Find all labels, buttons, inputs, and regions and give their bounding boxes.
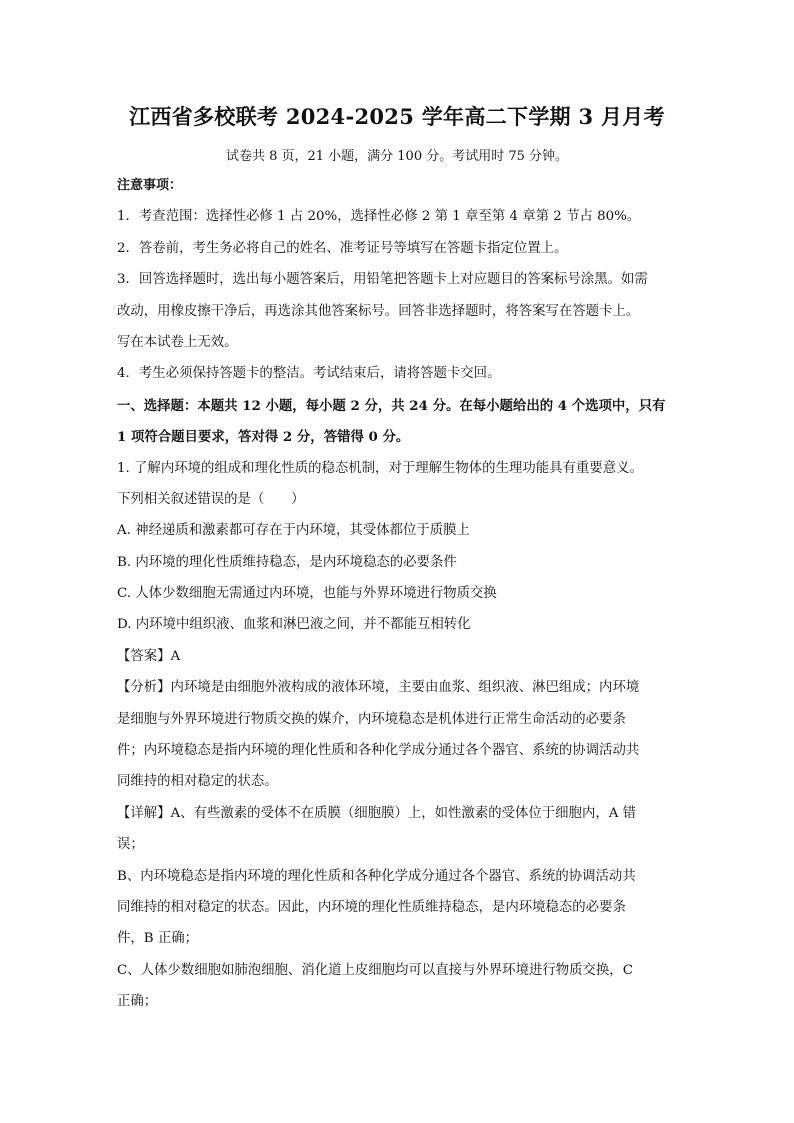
answer-line: 【答案】A [117,648,181,664]
notice-item: 1．考查范围：选择性必修 1 占 20%，选择性必修 2 第 1 章至第 4 章第 2 节占 80%。 [117,209,641,225]
section-heading-cont: 1 项符合题目要求，答对得 2 分，答错得 0 分。 [117,429,410,446]
notice-item: 改动，用橡皮擦干净后，再选涂其他答案标号。回答非选择题时，将答案写在答题卡上。 [117,303,640,319]
option-b: B. 内环境的理化性质维持稳态，是内环境稳态的必要条件 [117,554,457,570]
analysis-line: 同维持的相对稳定的状态。 [117,774,278,790]
detail-line: 误； [117,837,144,853]
analysis-line: 【分析】内环境是由细胞外液构成的液体环境，主要由血浆、组织液、淋巴组成；内环境 [117,680,640,696]
notice-heading: 注意事项： [117,178,183,193]
notice-item: 2．答卷前，考生务必将自己的姓名、准考证号等填写在答题卡指定位置上。 [117,240,568,256]
exam-info: 试卷共 8 页，21 小题，满分 100 分。考试用时 75 分钟。 [225,149,569,164]
detail-line: 正确； [117,994,158,1010]
notice-item: 4．考生必须保持答题卡的整洁。考试结束后，请将答题卡交回。 [117,366,501,382]
detail-line: 件，B 正确； [117,931,199,947]
option-d: D. 内环境中组织液、血浆和淋巴液之间，并不都能互相转化 [117,617,471,633]
notice-item: 写在本试卷上无效。 [117,334,238,350]
detail-line: 【详解】A、有些激素的受体不在质膜（细胞膜）上，如性激素的受体位于细胞内，A 错 [117,805,637,821]
detail-line: B、内环境稳态是指内环境的理化性质和各种化学成分通过各个器官、系统的协调活动共 [117,868,636,884]
analysis-line: 件；内环境稳态是指内环境的理化性质和各种化学成分通过各个器官、系统的协调活动共 [117,743,640,759]
page-title: 江西省多校联考 2024-2025 学年高二下学期 3 月月考 [129,104,665,129]
option-a: A. 神经递质和激素都可存在于内环境，其受体都位于质膜上 [117,523,470,539]
option-c: C. 人体少数细胞无需通过内环境，也能与外界环境进行物质交换 [117,586,497,602]
document-body [117,175,677,1023]
section-heading: 一、选择题：本题共 12 小题，每小题 2 分，共 24 分。在每小题给出的 4 个选项中，只有 [117,397,666,414]
question-stem-cont: 下列相关叙述错误的是（ ） [117,491,305,507]
question-stem: 1. 了解内环境的组成和理化性质的稳态机制，对于理解生物体的生理功能具有重要意义。 [117,460,643,476]
analysis-line: 是细胞与外界环境进行物质交换的媒介，内环境稳态是机体进行正常生命活动的必要条 [117,711,626,727]
detail-line: C、人体少数细胞如肺泡细胞、消化道上皮细胞均可以直接与外界环境进行物质交换，C [117,962,633,978]
detail-line: 同维持的相对稳定的状态。因此，内环境的理化性质维持稳态，是内环境稳态的必要条 [117,899,626,915]
notice-item: 3．回答选择题时，选出每小题答案后，用铅笔把答题卡上对应题目的答案标号涂黑。如需 [117,272,648,288]
